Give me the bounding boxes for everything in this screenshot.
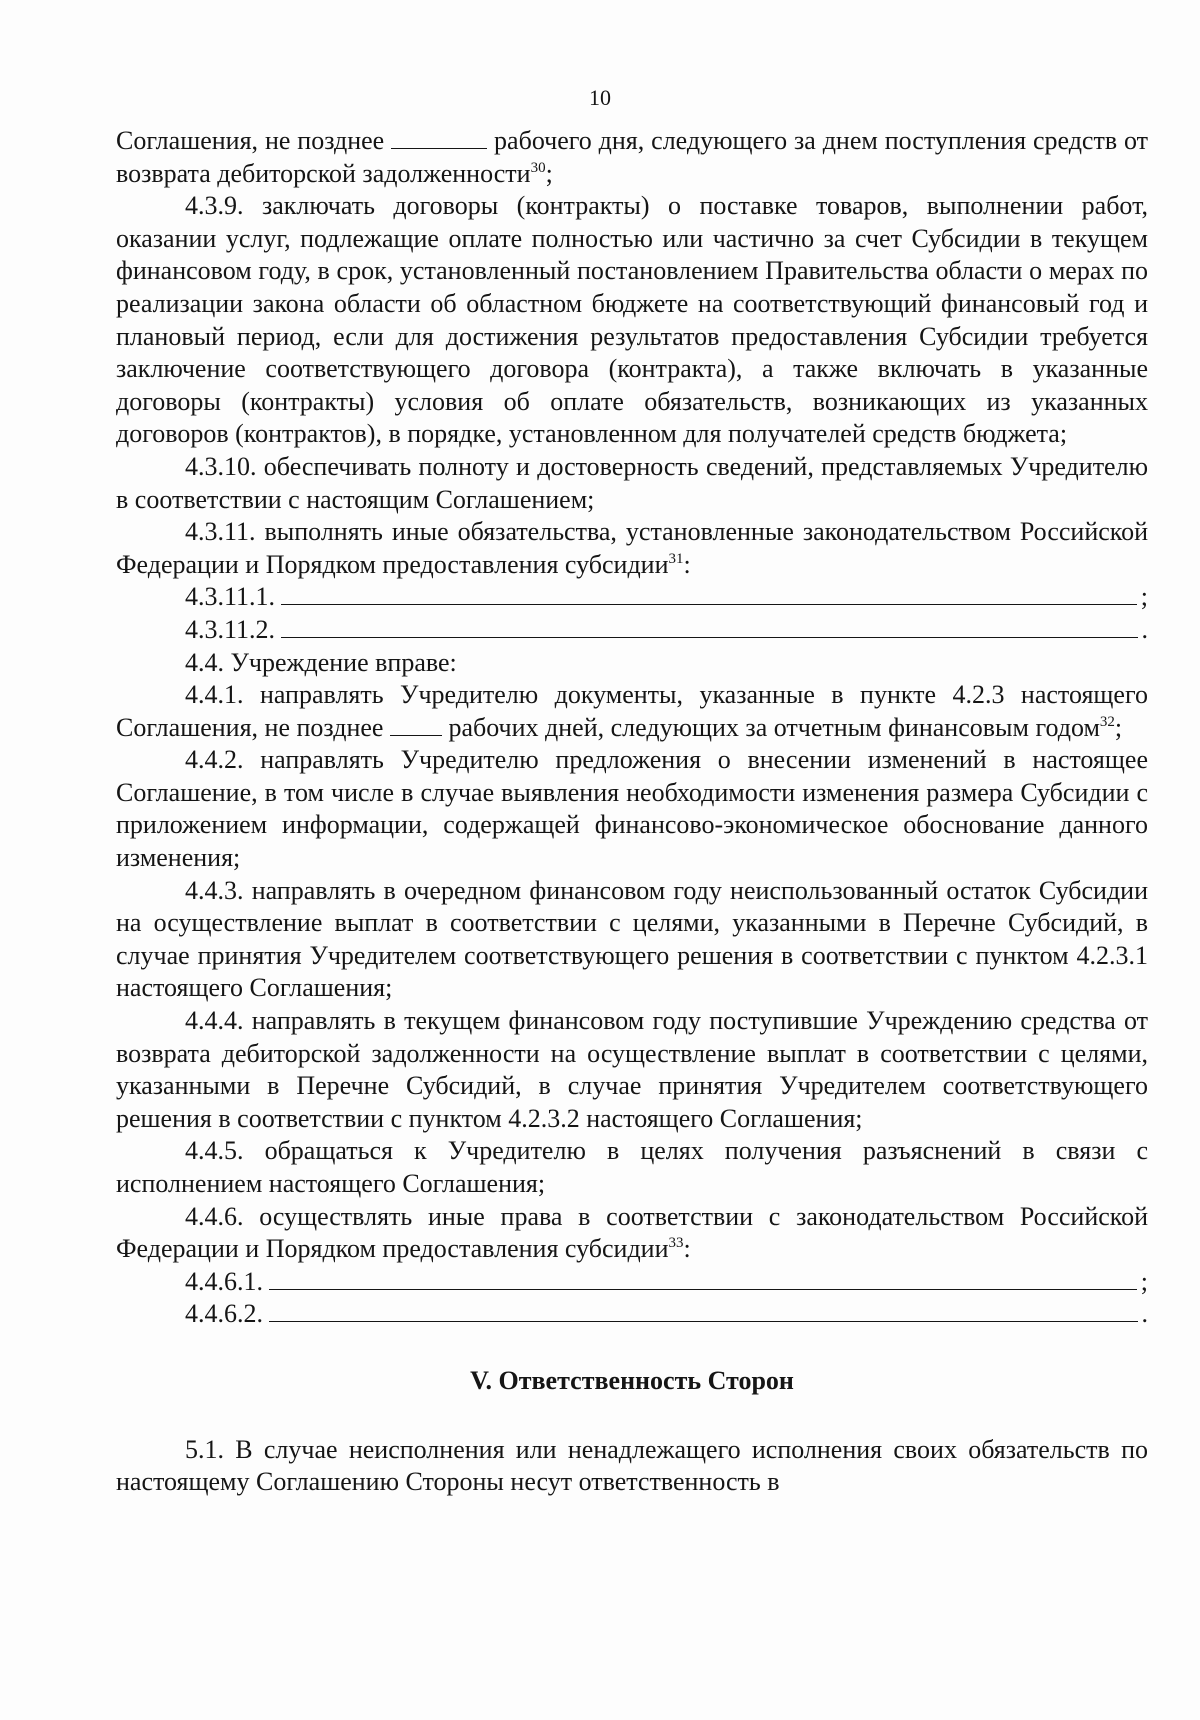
text-segment: 4.4.6. осуществлять иные права в соответствии с законодательством Российской Федерации и Порядком предоставления субсидии	[116, 1201, 1148, 1264]
paragraph-5-1: 5.1. В случае неисполнения или ненадлежащего исполнения своих обязательств по настоящему Соглашению Стороны несут ответственность в	[116, 1434, 1148, 1497]
blank-field	[390, 713, 442, 736]
paragraph-4-4-4: 4.4.4. направлять в текущем финансовом году поступившие Учреждению средства от возврата дебиторской задолженности на осуществление выплат в соответствии с целями, указанными в Перечне Субсидий, в случае принятия Учредителем соответствующего решения в соответствии с пунктом 4.2.3.2 настоящего Соглашения;	[116, 1006, 1148, 1133]
paragraph-4-3-10: 4.3.10. обеспечивать полноту и достоверность сведений, представляемых Учредителю в соответствии с настоящим Соглашением;	[116, 451, 1148, 514]
paragraph-4-3-11	[116, 516, 1148, 581]
footnote-ref: 30	[530, 159, 546, 176]
paragraph-continuation	[116, 125, 1148, 190]
paragraph-4-4-5: 4.4.5. обращаться к Учредителю в целях получения разъяснений в связи с исполнением настоящего Соглашения;	[116, 1136, 1148, 1198]
footnote-ref: 32	[1099, 713, 1115, 730]
text-segment: 4.4.1. направлять Учредителю документы, указанные в пункте 4.2.3 настоящего Соглашения, не позднее	[116, 680, 1148, 742]
text-segment: ;	[1114, 712, 1123, 742]
item-4-3-11-1	[116, 581, 1148, 614]
paragraph-4-4: 4.4. Учреждение вправе:	[185, 647, 457, 677]
text-segment: :	[683, 1234, 691, 1264]
blank-line	[269, 1299, 1138, 1322]
item-label: 4.4.6.1.	[185, 1266, 263, 1296]
text-segment: ;	[1140, 1266, 1148, 1296]
paragraph-4-4-2: 4.4.2. направлять Учредителю предложения о внесении изменений в настоящее Соглашение, в том числе в случае выявления необходимости изменения размера Субсидии с приложением информации, содержащей финансово-экономическое обоснование данного изменения;	[116, 745, 1148, 873]
footnote-ref: 33	[668, 1235, 684, 1252]
text-segment: 4.3.11. выполнять иные обязательства, установленные законодательством Российской Федерации и Порядком предоставления субсидии	[116, 517, 1148, 579]
text-segment: :	[683, 549, 691, 579]
item-label: 4.3.11.2.	[185, 614, 276, 644]
paragraph-4-4-6	[116, 1201, 1148, 1266]
text-segment: .	[1141, 614, 1148, 644]
item-4-4-6-2	[116, 1298, 1148, 1331]
text-segment: ;	[545, 158, 553, 188]
paragraph-4-4-1	[116, 679, 1148, 744]
blank-line	[281, 615, 1137, 638]
item-label: 4.4.6.2.	[185, 1299, 263, 1329]
text-segment: рабочего дня, следующего за днем поступления средств от возврата дебиторской задолженности	[116, 126, 1149, 188]
text-segment: ;	[1140, 582, 1148, 612]
blank-field	[391, 126, 487, 149]
item-4-4-6-1	[116, 1266, 1148, 1299]
text-segment: Соглашения, не позднее	[116, 126, 385, 155]
footnote-ref: 31	[668, 550, 684, 567]
section-heading: V. Ответственность Сторон	[470, 1365, 794, 1395]
text-segment: .	[1141, 1299, 1148, 1329]
paragraph-4-4-3: 4.4.3. направлять в очередном финансовом году неиспользованный остаток Субсидии на осуществление выплат в соответствии с целями, указанными в Перечне Субсидий, в случае принятия Учредителем соответствующего решения в соответствии с пунктом 4.2.3.1 настоящего Соглашения;	[116, 875, 1148, 1003]
document-body	[116, 125, 1148, 1499]
paragraph-4-3-9: 4.3.9. заключать договоры (контракты) о поставке товаров, выполнении работ, оказании услуг, подлежащие оплате полностью или частично за счет Субсидии в текущем финансовом году, в срок, установленный постановлением Правительства области о мерах по реализации закона области об областном бюджете на соответствующий финансовый год и плановый период, если для достижения результатов предоставления Субсидии требуется заключение соответствующего договора (контракта), а также включать в указанные договоры (контракты) условия об оплате обязательств, возникающих из указанных договоров (контрактов), в порядке, установленном для получателей средств бюджета;	[116, 191, 1148, 449]
item-4-3-11-2	[116, 614, 1148, 647]
item-label: 4.3.11.1.	[185, 582, 276, 612]
blank-line	[281, 582, 1137, 605]
text-segment: рабочих дней, следующих за отчетным финансовым годом	[448, 712, 1100, 742]
blank-line	[269, 1267, 1137, 1290]
page-number: 10	[589, 85, 611, 110]
